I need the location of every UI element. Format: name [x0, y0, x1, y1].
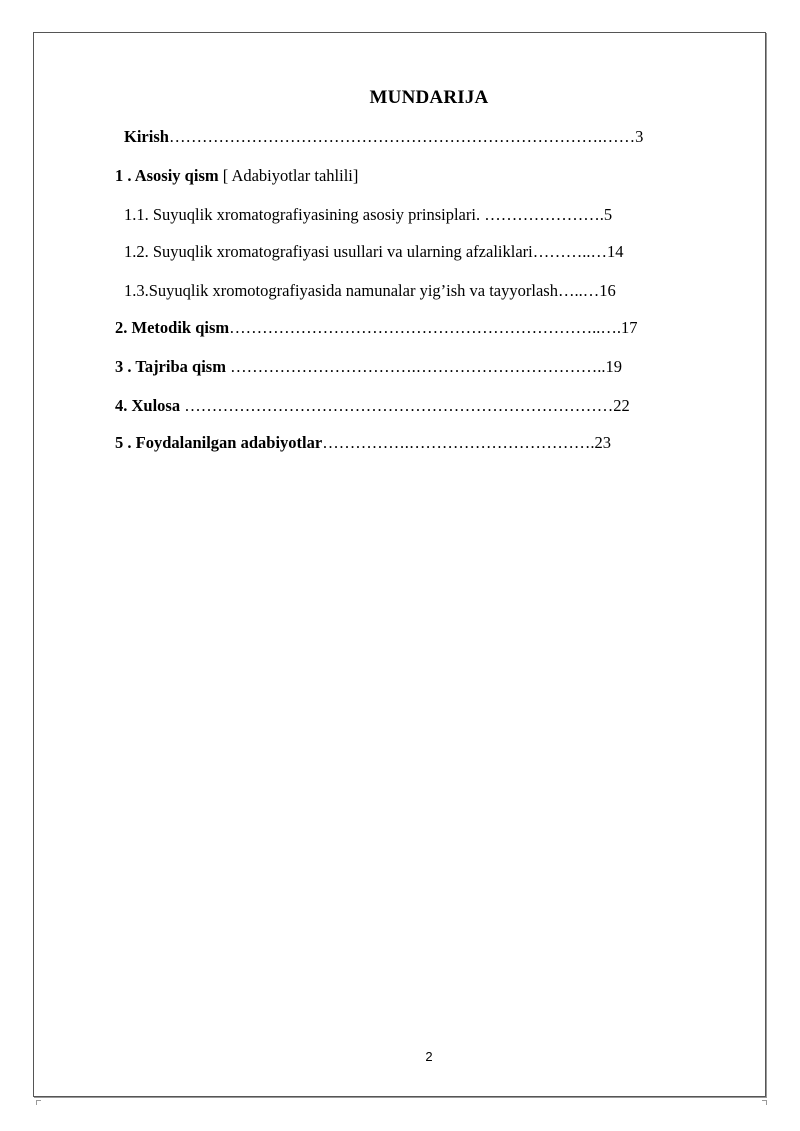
- toc-entry-page: 19: [605, 357, 622, 376]
- toc-entry-leader: ………………….: [484, 205, 604, 224]
- toc-entry-xulosa[interactable]: [115, 396, 630, 416]
- page-frame: [33, 32, 766, 1097]
- toc-entry-metodik-qism[interactable]: [115, 318, 638, 338]
- toc-entry-bold: 2. Metodik qism: [115, 318, 230, 337]
- toc-entry-leader: …………………………………………………………..….: [229, 318, 622, 337]
- toc-entry-foydalanilgan-adabiyotlar[interactable]: [115, 433, 611, 453]
- toc-entry-kirish[interactable]: [124, 127, 643, 147]
- toc-entry-page: 17: [621, 318, 638, 337]
- toc-entry-leader: …………………………….……………………………..: [230, 357, 606, 376]
- toc-entry-page: 22: [613, 396, 630, 415]
- toc-entry-page: 3: [635, 127, 644, 146]
- toc-entry-text: 1.1. Suyuqlik xromatografiyasining asosiy prinsiplari.: [124, 205, 485, 224]
- toc-entry-bold: Kirish: [124, 127, 169, 146]
- corner-mark: [36, 1100, 41, 1105]
- toc-entry-leader: ………..…: [532, 242, 607, 261]
- toc-entry-bold: 3 . Tajriba qism: [115, 357, 226, 376]
- document-title: MUNDARIJA: [369, 87, 489, 108]
- toc-entry-1-3[interactable]: [124, 281, 616, 301]
- toc-entry-text: 1.3.Suyuqlik xromotografiyasida namunalar yig’ish va tayyorlash: [124, 281, 558, 300]
- toc-entry-leader: ……………………………………………………………………: [184, 396, 614, 415]
- toc-entry-text: [ Adabiyotlar tahlili]: [218, 166, 359, 185]
- toc-entry-leader: …………….…………………………….: [322, 433, 595, 452]
- toc-entry-tajriba-qism[interactable]: [115, 357, 622, 377]
- toc-entry-asosiy-qism[interactable]: [115, 166, 358, 186]
- toc-entry-bold: 5 . Foydalanilgan adabiyotlar: [115, 433, 323, 452]
- toc-entry-page: 23: [594, 433, 611, 452]
- page-number: 2: [425, 1049, 433, 1064]
- toc-entry-leader: …..…: [557, 281, 600, 300]
- toc-entry-leader: …………………………………………………………………….……: [168, 127, 636, 146]
- toc-entry-page: 16: [599, 281, 616, 300]
- toc-entry-text: 1.2. Suyuqlik xromatografiyasi usullari va ularning afzaliklari: [124, 242, 533, 261]
- corner-mark: [762, 1100, 767, 1105]
- toc-entry-page: 5: [603, 205, 613, 224]
- toc-entry-bold: 4. Xulosa: [115, 396, 181, 415]
- toc-entry-1-1[interactable]: [124, 205, 612, 225]
- toc-entry-bold: 1 . Asosiy qism: [115, 166, 219, 185]
- toc-entry-1-2[interactable]: [124, 242, 623, 262]
- toc-entry-page: 14: [606, 242, 624, 261]
